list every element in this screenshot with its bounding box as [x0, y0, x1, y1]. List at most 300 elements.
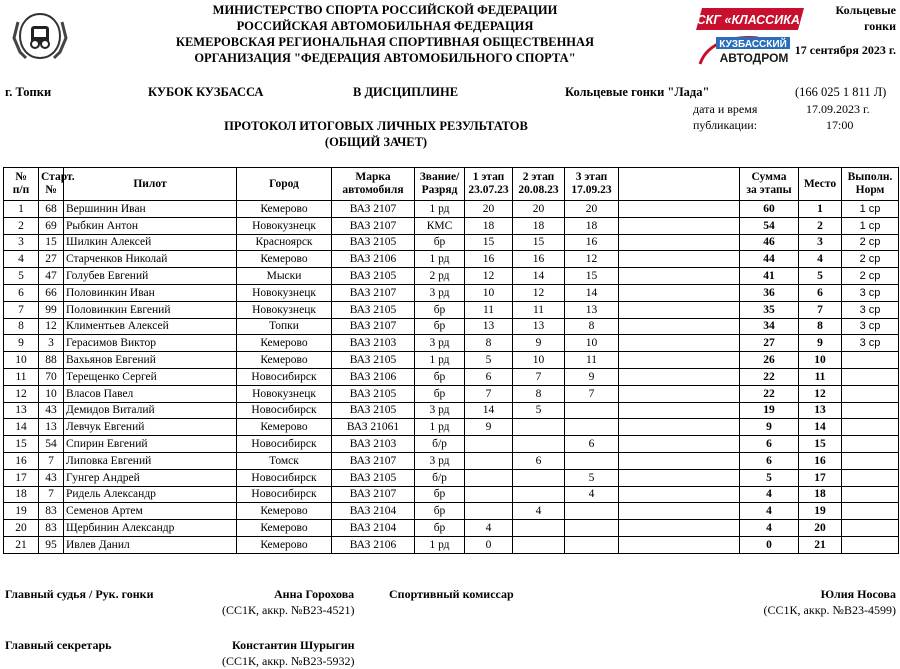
cell-rank: бр [415, 503, 465, 520]
logo-kuzbass-text: КУЗБАССКИЙ [719, 39, 787, 50]
cell-place: 5 [799, 268, 842, 285]
cell-city: Кемерово [237, 251, 332, 268]
cell-city: Кемерово [237, 335, 332, 352]
table-row [4, 503, 899, 520]
cell-city: Кемерово [237, 201, 332, 218]
header-num: № п/п [4, 168, 39, 201]
cell-stage2: 4 [513, 503, 565, 520]
header-place: Место [799, 168, 842, 201]
cell-start: 66 [39, 284, 64, 301]
cell-stage1: 5 [465, 352, 513, 369]
cell-norm [842, 385, 899, 402]
table-row [4, 251, 899, 268]
cell-stage1: 4 [465, 520, 513, 537]
cell-sum: 22 [740, 368, 799, 385]
cell-start: 88 [39, 352, 64, 369]
cell-start: 47 [39, 268, 64, 285]
cup-name: КУБОК КУЗБАССА [148, 85, 264, 99]
cell-norm [842, 419, 899, 436]
chief-secretary-cert: (СС1К, аккр. №В23-5932) [222, 654, 355, 668]
results-body [4, 201, 899, 554]
cell-stage3: 11 [565, 352, 619, 369]
cell-place: 15 [799, 436, 842, 453]
cell-num: 13 [4, 402, 39, 419]
cell-city: Новосибирск [237, 368, 332, 385]
cell-place: 19 [799, 503, 842, 520]
cell-start: 99 [39, 301, 64, 318]
cell-place: 16 [799, 452, 842, 469]
cell-pilot: Щербинин Александр [64, 520, 237, 537]
cell-car: ВАЗ 2107 [332, 486, 415, 503]
cell-rank: бр [415, 368, 465, 385]
cell-stage2: 9 [513, 335, 565, 352]
cell-norm [842, 486, 899, 503]
cell-city: Кемерово [237, 352, 332, 369]
cell-norm: 2 ср [842, 251, 899, 268]
cell-place: 12 [799, 385, 842, 402]
cell-stage2: 10 [513, 352, 565, 369]
cell-pilot: Демидов Виталий [64, 402, 237, 419]
cell-num: 17 [4, 469, 39, 486]
cell-place: 3 [799, 234, 842, 251]
cell-place: 2 [799, 217, 842, 234]
cell-rank: 1 рд [415, 352, 465, 369]
cell-empty [619, 284, 740, 301]
cell-car: ВАЗ 2106 [332, 368, 415, 385]
cell-empty [619, 452, 740, 469]
cell-stage3: 12 [565, 251, 619, 268]
cell-car: ВАЗ 2105 [332, 234, 415, 251]
cell-sum: 36 [740, 284, 799, 301]
cell-norm: 3 ср [842, 335, 899, 352]
cell-num: 4 [4, 251, 39, 268]
cell-sum: 27 [740, 335, 799, 352]
cell-stage2: 6 [513, 452, 565, 469]
cell-rank: 3 рд [415, 335, 465, 352]
cell-start: 69 [39, 217, 64, 234]
cell-stage1 [465, 436, 513, 453]
cell-norm [842, 469, 899, 486]
protocol-subtitle: (ОБЩИЙ ЗАЧЕТ) [324, 135, 428, 149]
cell-num: 7 [4, 301, 39, 318]
discipline-name: Кольцевые гонки "Лада" [565, 85, 710, 99]
cell-pilot: Гунгер Андрей [64, 469, 237, 486]
cell-pilot: Рыбкин Антон [64, 217, 237, 234]
cell-stage2: 14 [513, 268, 565, 285]
cell-norm: 1 ср [842, 201, 899, 218]
cell-car: ВАЗ 2105 [332, 385, 415, 402]
cell-stage2 [513, 469, 565, 486]
org-line-4: ОРГАНИЗАЦИЯ "ФЕДЕРАЦИЯ АВТОМОБИЛЬНОГО СПОРТА" [194, 51, 576, 65]
cell-start: 54 [39, 436, 64, 453]
cell-rank: бр [415, 520, 465, 537]
results-table [3, 167, 899, 554]
cell-stage2 [513, 486, 565, 503]
table-row [4, 234, 899, 251]
cell-stage2: 16 [513, 251, 565, 268]
commissar-name: Юлия Носова [820, 587, 896, 601]
cell-start: 7 [39, 486, 64, 503]
cell-stage2 [513, 419, 565, 436]
discipline-code: (166 025 1 811 Л) [795, 85, 887, 99]
cell-city: Томск [237, 452, 332, 469]
cell-pilot: Шилкин Алексей [64, 234, 237, 251]
federation-emblem [10, 8, 70, 64]
cell-pilot: Левчук Евгений [64, 419, 237, 436]
cell-num: 8 [4, 318, 39, 335]
header-stage1: 1 этап 23.07.23 [465, 168, 513, 201]
cell-place: 18 [799, 486, 842, 503]
cell-pilot: Голубев Евгений [64, 268, 237, 285]
cell-stage1: 8 [465, 335, 513, 352]
table-row [4, 284, 899, 301]
cell-empty [619, 469, 740, 486]
publication-time: 17:00 [826, 118, 854, 132]
cell-city: Кемерово [237, 503, 332, 520]
cell-stage3 [565, 419, 619, 436]
cell-pilot: Вершинин Иван [64, 201, 237, 218]
cell-num: 15 [4, 436, 39, 453]
cell-city: Новокузнецк [237, 217, 332, 234]
cell-sum: 26 [740, 352, 799, 369]
cell-norm: 3 ср [842, 284, 899, 301]
cell-stage3: 4 [565, 486, 619, 503]
header-norm: Выполн. Норм [842, 168, 899, 201]
cell-empty [619, 520, 740, 537]
cell-rank: 1 рд [415, 251, 465, 268]
cell-empty [619, 402, 740, 419]
cell-sum: 34 [740, 318, 799, 335]
cell-city: Новосибирск [237, 402, 332, 419]
chief-judge-name: Анна Горохова [274, 587, 355, 601]
cell-start: 13 [39, 419, 64, 436]
cell-pilot: Семенов Артем [64, 503, 237, 520]
cell-pilot: Вахьянов Евгений [64, 352, 237, 369]
cell-norm [842, 536, 899, 553]
cell-stage1 [465, 486, 513, 503]
header-city: Город [237, 168, 332, 201]
table-row [4, 486, 899, 503]
table-row [4, 217, 899, 234]
cell-place: 8 [799, 318, 842, 335]
cell-pilot: Ивлев Данил [64, 536, 237, 553]
cell-pilot: Ридель Александр [64, 486, 237, 503]
cell-empty [619, 368, 740, 385]
cell-norm: 3 ср [842, 301, 899, 318]
cell-num: 12 [4, 385, 39, 402]
cell-place: 10 [799, 352, 842, 369]
cell-rank: бр [415, 318, 465, 335]
cell-stage3: 8 [565, 318, 619, 335]
cell-start: 95 [39, 536, 64, 553]
table-row [4, 452, 899, 469]
commissar-cert: (СС1К, аккр. №В23-4599) [763, 603, 896, 617]
cell-stage3: 15 [565, 268, 619, 285]
cell-stage3: 5 [565, 469, 619, 486]
cell-stage3: 13 [565, 301, 619, 318]
cell-city: Топки [237, 318, 332, 335]
cell-stage1: 13 [465, 318, 513, 335]
cell-sum: 54 [740, 217, 799, 234]
cell-num: 19 [4, 503, 39, 520]
cell-city: Новокузнецк [237, 301, 332, 318]
chief-secretary-name: Константин Шурыгин [232, 638, 355, 652]
table-row [4, 419, 899, 436]
cell-rank: 3 рд [415, 452, 465, 469]
cell-norm [842, 368, 899, 385]
cell-stage2: 18 [513, 217, 565, 234]
table-row [4, 436, 899, 453]
cell-sum: 5 [740, 469, 799, 486]
header-rank: Звание/ Разряд [415, 168, 465, 201]
cell-rank: бр [415, 486, 465, 503]
cell-empty [619, 486, 740, 503]
cell-city: Новосибирск [237, 486, 332, 503]
cell-stage2: 12 [513, 284, 565, 301]
cell-empty [619, 251, 740, 268]
cell-sum: 41 [740, 268, 799, 285]
chief-judge-role: Главный судья / Рук. гонки [5, 587, 154, 601]
cell-pilot: Половинкин Иван [64, 284, 237, 301]
cell-place: 6 [799, 284, 842, 301]
cell-stage3 [565, 503, 619, 520]
cell-car: ВАЗ 2106 [332, 251, 415, 268]
cell-place: 20 [799, 520, 842, 537]
cell-stage2: 5 [513, 402, 565, 419]
event-type-line1: Кольцевые [835, 3, 896, 17]
cell-num: 18 [4, 486, 39, 503]
cell-rank: КМС [415, 217, 465, 234]
discipline-label: В ДИСЦИПЛИНЕ [353, 85, 459, 99]
cell-num: 1 [4, 201, 39, 218]
cell-car: ВАЗ 2105 [332, 352, 415, 369]
cell-city: Кемерово [237, 520, 332, 537]
commissar-role: Спортивный комиссар [389, 587, 514, 601]
cell-rank: 1 рд [415, 201, 465, 218]
cell-empty [619, 419, 740, 436]
protocol-heading [180, 118, 572, 150]
cell-stage1: 15 [465, 234, 513, 251]
publication-date: 17.09.2023 г. [806, 102, 870, 116]
cell-sum: 60 [740, 201, 799, 218]
organization-header [160, 2, 610, 66]
header-pilot: Пилот [64, 168, 237, 201]
cell-place: 7 [799, 301, 842, 318]
cell-place: 9 [799, 335, 842, 352]
cell-car: ВАЗ 2105 [332, 402, 415, 419]
cell-car: ВАЗ 2107 [332, 201, 415, 218]
table-row [4, 335, 899, 352]
cell-car: ВАЗ 2107 [332, 284, 415, 301]
cell-stage1 [465, 469, 513, 486]
org-line-2: РОССИЙСКАЯ АВТОМОБИЛЬНАЯ ФЕДЕРАЦИЯ [236, 19, 534, 33]
table-row [4, 301, 899, 318]
cell-stage1: 16 [465, 251, 513, 268]
cell-start: 7 [39, 452, 64, 469]
cell-sum: 46 [740, 234, 799, 251]
cell-city: Новокузнецк [237, 284, 332, 301]
cell-num: 9 [4, 335, 39, 352]
cell-sum: 35 [740, 301, 799, 318]
event-date: 17 сентября 2023 г. [794, 43, 896, 57]
cell-num: 2 [4, 217, 39, 234]
event-type-line2: гонки [864, 19, 896, 33]
cell-sum: 4 [740, 503, 799, 520]
cell-place: 1 [799, 201, 842, 218]
cell-car: ВАЗ 2107 [332, 318, 415, 335]
cell-stage3: 6 [565, 436, 619, 453]
cell-stage3 [565, 452, 619, 469]
cell-city: Новосибирск [237, 469, 332, 486]
cell-stage3: 10 [565, 335, 619, 352]
cell-city: Новосибирск [237, 436, 332, 453]
cell-place: 14 [799, 419, 842, 436]
cell-car: ВАЗ 2104 [332, 520, 415, 537]
cell-city: Красноярск [237, 234, 332, 251]
cell-stage3: 9 [565, 368, 619, 385]
cell-stage1: 7 [465, 385, 513, 402]
cell-car: ВАЗ 2103 [332, 335, 415, 352]
cell-rank: б/р [415, 469, 465, 486]
cell-car: ВАЗ 2107 [332, 452, 415, 469]
cell-norm [842, 503, 899, 520]
cell-num: 16 [4, 452, 39, 469]
cell-start: 43 [39, 402, 64, 419]
cell-empty [619, 436, 740, 453]
cell-rank: б/р [415, 436, 465, 453]
chief-secretary-role: Главный секретарь [5, 638, 112, 652]
cell-sum: 6 [740, 436, 799, 453]
cell-norm: 1 ср [842, 217, 899, 234]
cell-rank: 3 рд [415, 402, 465, 419]
cell-stage1: 14 [465, 402, 513, 419]
cell-sum: 0 [740, 536, 799, 553]
table-row [4, 368, 899, 385]
cell-sum: 19 [740, 402, 799, 419]
cell-num: 14 [4, 419, 39, 436]
cell-city: Кемерово [237, 536, 332, 553]
cell-stage2: 11 [513, 301, 565, 318]
cell-rank: 3 рд [415, 284, 465, 301]
klassika-logo [689, 6, 807, 32]
cell-stage2: 7 [513, 368, 565, 385]
publication-label-1: дата и время [693, 102, 758, 116]
cell-pilot: Спирин Евгений [64, 436, 237, 453]
cell-num: 21 [4, 536, 39, 553]
protocol-title: ПРОТОКОЛ ИТОГОВЫХ ЛИЧНЫХ РЕЗУЛЬТАТОВ [224, 119, 528, 133]
cell-stage2: 15 [513, 234, 565, 251]
cell-stage1: 9 [465, 419, 513, 436]
cell-empty [619, 301, 740, 318]
kuzbass-avtodrom-logo [698, 34, 794, 68]
cell-car: ВАЗ 2107 [332, 217, 415, 234]
table-row [4, 520, 899, 537]
cell-pilot: Старченков Николай [64, 251, 237, 268]
header-stage2: 2 этап 20.08.23 [513, 168, 565, 201]
cell-num: 3 [4, 234, 39, 251]
klassika-logo-text: КСКГ «КЛАССИКА» [689, 13, 807, 27]
cell-start: 12 [39, 318, 64, 335]
table-row [4, 318, 899, 335]
cell-rank: 1 рд [415, 536, 465, 553]
cell-sum: 4 [740, 486, 799, 503]
cell-place: 21 [799, 536, 842, 553]
cell-stage2: 8 [513, 385, 565, 402]
cell-norm [842, 520, 899, 537]
cell-empty [619, 536, 740, 553]
cell-city: Кемерово [237, 419, 332, 436]
cell-pilot: Терещенко Сергей [64, 368, 237, 385]
cell-pilot: Половинкин Евгений [64, 301, 237, 318]
cell-place: 17 [799, 469, 842, 486]
cell-city: Мыски [237, 268, 332, 285]
cell-stage1: 6 [465, 368, 513, 385]
cell-norm: 3 ср [842, 318, 899, 335]
cell-stage3: 18 [565, 217, 619, 234]
cell-norm [842, 436, 899, 453]
cell-car: ВАЗ 2104 [332, 503, 415, 520]
cell-stage3 [565, 520, 619, 537]
cell-num: 20 [4, 520, 39, 537]
cell-empty [619, 268, 740, 285]
cell-stage2: 13 [513, 318, 565, 335]
cell-norm: 2 ср [842, 234, 899, 251]
event-corner-info [792, 2, 896, 58]
cell-stage1: 11 [465, 301, 513, 318]
cell-car: ВАЗ 2105 [332, 469, 415, 486]
table-row [4, 536, 899, 553]
header-start: Старт. № [39, 168, 64, 201]
cell-stage1: 12 [465, 268, 513, 285]
cell-start: 68 [39, 201, 64, 218]
cell-start: 3 [39, 335, 64, 352]
cell-stage1: 18 [465, 217, 513, 234]
cell-pilot: Герасимов Виктор [64, 335, 237, 352]
cell-rank: 1 рд [415, 419, 465, 436]
cell-empty [619, 352, 740, 369]
cell-car: ВАЗ 2103 [332, 436, 415, 453]
table-row [4, 469, 899, 486]
cell-empty [619, 234, 740, 251]
cell-rank: бр [415, 385, 465, 402]
cell-stage3 [565, 402, 619, 419]
cell-stage3: 14 [565, 284, 619, 301]
cell-stage2: 20 [513, 201, 565, 218]
table-row [4, 201, 899, 218]
publication-label-2: публикации: [693, 118, 758, 132]
cell-car: ВАЗ 2106 [332, 536, 415, 553]
cell-start: 83 [39, 503, 64, 520]
cell-num: 11 [4, 368, 39, 385]
cell-empty [619, 503, 740, 520]
cell-stage2 [513, 520, 565, 537]
cell-stage2 [513, 536, 565, 553]
cell-rank: бр [415, 234, 465, 251]
table-row [4, 352, 899, 369]
cell-start: 43 [39, 469, 64, 486]
header-car: Марка автомобиля [332, 168, 415, 201]
cell-place: 4 [799, 251, 842, 268]
cell-sum: 22 [740, 385, 799, 402]
cell-stage1: 20 [465, 201, 513, 218]
cell-place: 13 [799, 402, 842, 419]
cell-stage1: 10 [465, 284, 513, 301]
cell-pilot: Липовка Евгений [64, 452, 237, 469]
cell-car: ВАЗ 2105 [332, 301, 415, 318]
cell-pilot: Климентьев Алексей [64, 318, 237, 335]
cell-num: 5 [4, 268, 39, 285]
cell-rank: бр [415, 301, 465, 318]
